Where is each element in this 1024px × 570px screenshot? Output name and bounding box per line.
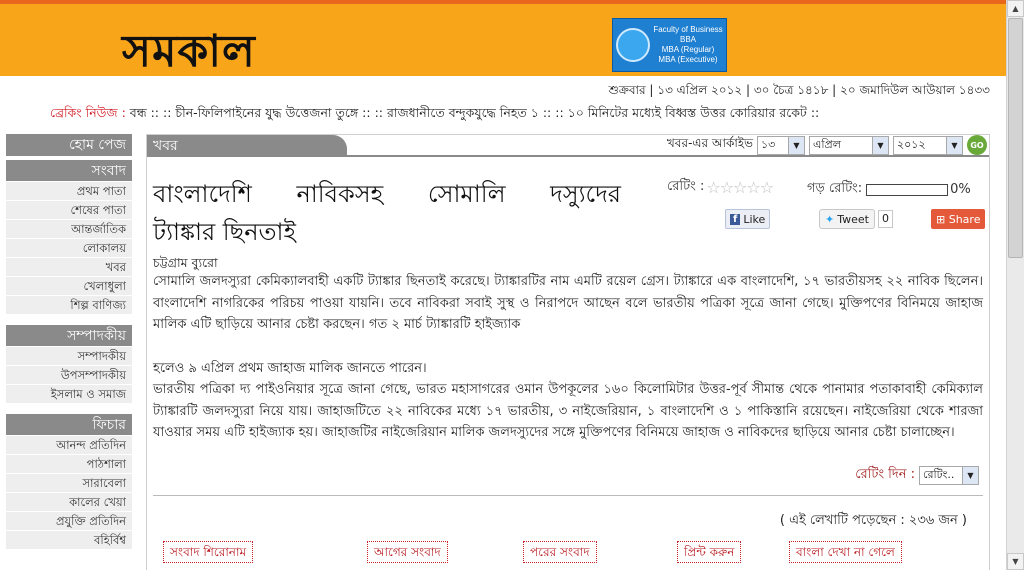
breaking-news-label: ব্রেকিং নিউজ : xyxy=(50,105,126,120)
article-paragraph: সোমালি জলদস্যুরা কেমিক্যালবাহী একটি ট্যাঙ্কার ছিনতাই করেছে। ট্যাঙ্কারটির নাম এমটি রয়েল গ্রেস। ট্যাঙ্কারে এক বাংলাদেশি, ১৭ ভারতীয়সহ ২২ নাবিক ছিলেন। বাংলাদেশি নাগরিকের পরিচয় পাওয়া যায়নি। তবে নাবিকরা সবাই সুস্থ ও নিরাপদে আছেন বলে ভারতীয় পত্রিকা সূত্রে জানা গেছে। মুক্তিপণের বিনিময়ে জাহাজ মালিক এটি ছাড়িয়ে আনার চেষ্টা করছেন। গত ২ মার্চ ট্যাঙ্কারটি হাইজ্যাক xyxy=(153,274,983,332)
twitter-bird-icon: ✦ xyxy=(825,212,835,226)
masthead xyxy=(0,0,1006,76)
vertical-scrollbar[interactable] xyxy=(1006,0,1024,570)
sidebar-item[interactable]: শিল্প বাণিজ্য xyxy=(6,296,132,315)
sidebar-section-feature xyxy=(6,414,132,550)
archive-selector xyxy=(667,135,987,155)
bangla-help-button[interactable]: বাংলা দেখা না গেলে xyxy=(789,541,902,563)
rating-label: রেটিং : xyxy=(667,179,705,194)
sidebar-item[interactable]: খবর xyxy=(6,258,132,277)
sidebar-item[interactable]: বহির্বিশ্ব xyxy=(6,531,132,550)
scroll-down-arrow-icon[interactable]: ▼ xyxy=(1007,553,1024,570)
article-rating xyxy=(667,177,773,198)
article-body xyxy=(153,271,983,444)
archive-label: খবর-এর আর্কাইভ xyxy=(666,136,753,150)
facebook-like-button[interactable]: f Like xyxy=(725,209,770,229)
tweet-button[interactable]: ✦ Tweet xyxy=(819,209,875,229)
sidebar-item[interactable]: ইসলাম ও সমাজ xyxy=(6,385,132,404)
archive-go-button[interactable]: GO xyxy=(967,135,987,155)
share-button[interactable]: ⊞ Share xyxy=(931,209,985,229)
sidebar-item[interactable]: আন্তর্জাতিক xyxy=(6,220,132,239)
sidebar-item[interactable]: উপসম্পাদকীয় xyxy=(6,366,132,385)
sidebar-item[interactable]: খেলাধুলা xyxy=(6,277,132,296)
give-rating xyxy=(855,465,979,486)
sidebar-item[interactable]: কালের খেয়া xyxy=(6,493,132,512)
archive-day-select[interactable]: ১৩ ▼ xyxy=(757,136,805,155)
university-emblem-icon xyxy=(616,28,650,62)
article-paragraph: ভারতীয় পত্রিকা দ্য পাইওনিয়ার সূত্রে জানা গেছে, ভারত মহাসাগরের ওমান উপকূলের ১৬০ কিলোমিটার উত্তর-পূর্ব সীমান্ত থেকে পানামার পতাকাবাহী কেমিক্যাল ট্যাঙ্কারটি জলদস্যুরা নিয়ে যায়। জাহাজটিতে ২২ নাবিকের মধ্যে ১৭ ভারতীয়, ৩ নাইজেরিয়ান, ১ বাংলাদেশি ও ১ পাকিস্তানি রয়েছেন। নাইজেরিয়া থেকে শারজা যাওয়ার সময় এটি হাইজ্যাক হয়। জাহাজটির নাইজেরিয়ান মালিক জলদস্যুদের সঙ্গে মুক্তিপণের বিনিময়ে জাহাজ ও নাবিকদের ছাড়িয়ে আনার চেষ্টা চালাচ্ছেন। xyxy=(153,382,983,440)
tab-news[interactable]: খবর xyxy=(147,135,347,157)
sidebar-section-editorial xyxy=(6,325,132,404)
give-rating-label: রেটিং দিন : xyxy=(855,467,915,482)
date-line: শুক্রবার | ১৩ এপ্রিল ২০১২ | ৩০ চৈত্র ১৪১৮ | ২০ জমাদিউল আউয়াল ১৪৩৩ xyxy=(608,83,990,97)
article-actions xyxy=(163,541,963,563)
sidebar-item[interactable]: লোকালয় xyxy=(6,239,132,258)
sidebar-item[interactable]: প্রযুক্তি প্রতিদিন xyxy=(6,512,132,531)
scroll-up-arrow-icon[interactable]: ▲ xyxy=(1007,0,1024,17)
sidebar-home-link[interactable]: হোম পেজ xyxy=(6,134,132,156)
average-rating-label: গড় রেটিং: xyxy=(807,181,863,196)
news-headlines-button[interactable]: সংবাদ শিরোনাম xyxy=(163,541,253,563)
sidebar-item[interactable]: সারাবেলা xyxy=(6,474,132,493)
article-byline: চট্টগ্রাম ব্যুরো xyxy=(153,255,218,270)
average-rating xyxy=(807,179,971,200)
archive-year-select[interactable]: ২০১২ ▼ xyxy=(893,136,963,155)
article-title: বাংলাদেশি নাবিকসহ সোমালি দস্যুদের ট্যাঙ্কার ছিনতাই xyxy=(153,180,621,246)
read-count: ( এই লেখাটি পড়েছেন : ২৩৬ জন ) xyxy=(779,513,967,528)
site-logo[interactable]: সমকাল xyxy=(122,26,256,77)
print-button[interactable]: প্রিন্ট করুন xyxy=(677,541,741,563)
section-tab-bar xyxy=(147,135,989,157)
next-news-button[interactable]: পরের সংবাদ xyxy=(523,541,597,563)
breaking-news-text[interactable]: বন্ধ :: :: চীন-ফিলিপাইনের যুদ্ধ উত্তেজনা তুঙ্গে :: :: রাজধানীতে বন্দুকযুদ্ধে নিহত ১ :: :: ১০ মিনিটের মধ্যেই বিধ্বস্ত উত্তর কোরিয়ার রকেট :: xyxy=(129,105,820,120)
sidebar-section-news xyxy=(6,160,132,315)
ad-text: Faculty of Business BBA MBA (Regular) MBA (Executive) xyxy=(653,25,723,64)
chevron-down-icon: ▼ xyxy=(962,467,978,484)
rating-stars[interactable]: ☆☆☆☆☆ xyxy=(706,178,774,197)
sidebar-item[interactable]: সম্পাদকীয় xyxy=(6,347,132,366)
article-frame xyxy=(146,134,990,570)
ad-banner[interactable] xyxy=(612,18,727,72)
give-rating-select[interactable]: রেটিং.. ▼ xyxy=(919,466,979,485)
chevron-down-icon: ▼ xyxy=(788,137,804,154)
average-rating-value: 0% xyxy=(950,182,971,197)
sidebar xyxy=(6,134,132,560)
facebook-icon: f xyxy=(730,214,740,225)
sidebar-item[interactable]: পাঠশালা xyxy=(6,455,132,474)
tweet-widget xyxy=(819,209,893,229)
tweet-count: 0 xyxy=(878,210,893,228)
sidebar-section-title[interactable]: সম্পাদকীয় xyxy=(6,325,132,347)
sidebar-item[interactable]: প্রথম পাতা xyxy=(6,182,132,201)
sidebar-section-title[interactable]: ফিচার xyxy=(6,414,132,436)
sidebar-item[interactable]: আনন্দ প্রতিদিন xyxy=(6,436,132,455)
scrollbar-thumb[interactable] xyxy=(1008,18,1023,258)
average-rating-bar xyxy=(866,184,948,196)
chevron-down-icon: ▼ xyxy=(872,137,888,154)
breaking-news-ticker[interactable] xyxy=(50,105,995,125)
chevron-down-icon: ▼ xyxy=(946,137,962,154)
sidebar-item[interactable]: শেষের পাতা xyxy=(6,201,132,220)
sidebar-section-title[interactable]: সংবাদ xyxy=(6,160,132,182)
archive-month-select[interactable]: এপ্রিল ▼ xyxy=(809,136,889,155)
article-paragraph: হলেও ৯ এপ্রিল প্রথম জাহাজ মালিক জানতে পারেন। xyxy=(153,360,427,376)
divider xyxy=(153,495,983,496)
plus-icon: ⊞ xyxy=(936,212,949,226)
previous-news-button[interactable]: আগের সংবাদ xyxy=(367,541,448,563)
